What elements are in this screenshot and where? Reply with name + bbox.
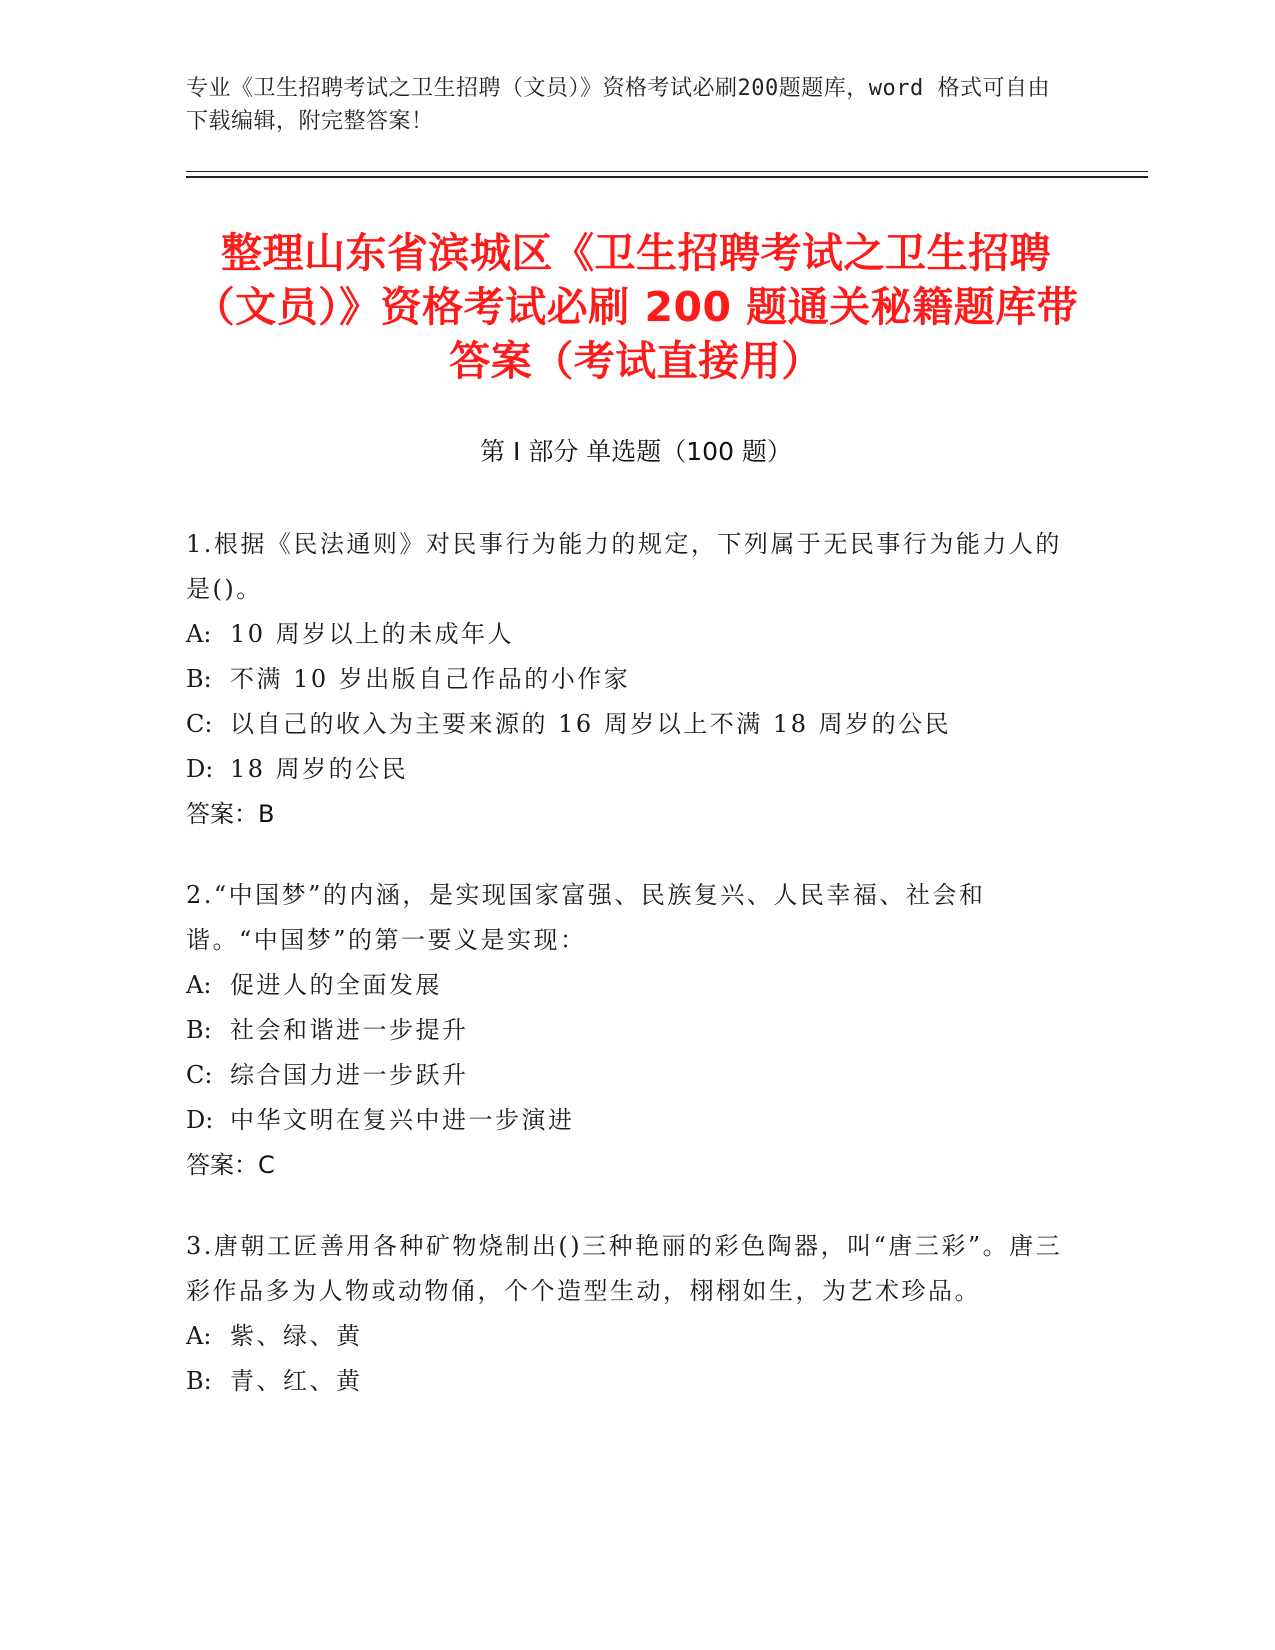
question-option	[186, 612, 1066, 657]
question-option	[186, 1359, 1066, 1404]
option-text: 10 周岁以上的未成年人	[230, 620, 515, 648]
header-note: 专业《卫生招聘考试之卫生招聘（文员）》资格考试必刷200题题库，word 格式可自由下载编辑，附完整答案！	[186, 76, 1050, 134]
question-option	[186, 1008, 1066, 1053]
question-text: 2.“中国梦”的内涵，是实现国家富强、民族复兴、人民幸福、社会和谐。“中国梦”的第一要义是实现：	[186, 881, 986, 954]
question-item	[186, 522, 1066, 837]
option-key: A:	[186, 971, 212, 999]
question-option	[186, 963, 1066, 1008]
answer-value: B	[258, 800, 275, 828]
option-text: 促进人的全面发展	[230, 971, 442, 999]
question-text: 1.根据《民法通则》对民事行为能力的规定，下列属于无民事行为能力人的是()。	[186, 530, 1062, 603]
answer-value: C	[258, 1151, 275, 1179]
question-item	[186, 1224, 1066, 1404]
option-key: D:	[186, 1106, 214, 1134]
header-rule-thin	[186, 171, 1148, 172]
option-key: B:	[186, 1016, 212, 1044]
option-text: 青、红、黄	[230, 1367, 363, 1395]
option-text: 中华文明在复兴中进一步演进	[230, 1106, 575, 1134]
option-text: 综合国力进一步跃升	[230, 1061, 469, 1089]
question-option	[186, 657, 1066, 702]
question-option	[186, 1053, 1066, 1098]
option-text: 紫、绿、黄	[230, 1322, 363, 1350]
option-key: B:	[186, 1367, 212, 1395]
option-key: B:	[186, 665, 212, 693]
option-key: D:	[186, 755, 214, 783]
question-option	[186, 1314, 1066, 1359]
option-key: C:	[186, 710, 213, 738]
answer-label: 答案：	[186, 1151, 258, 1179]
option-key: A:	[186, 620, 212, 648]
answer-label: 答案：	[186, 800, 258, 828]
section-title: 第 I 部分 单选题（100 题）	[480, 437, 792, 466]
option-text: 18 周岁的公民	[230, 755, 409, 783]
header-rule-thick	[186, 176, 1148, 178]
option-text: 以自己的收入为主要来源的 16 周岁以上不满 18 周岁的公民	[230, 710, 952, 738]
question-answer	[186, 792, 1066, 837]
question-list	[186, 522, 1066, 1440]
option-text: 不满 10 岁出版自己作品的小作家	[230, 665, 631, 693]
question-answer	[186, 1143, 1066, 1188]
option-text: 社会和谐进一步提升	[230, 1016, 469, 1044]
option-key: A:	[186, 1322, 212, 1350]
question-option	[186, 1098, 1066, 1143]
question-option	[186, 747, 1066, 792]
question-text: 3.唐朝工匠善用各种矿物烧制出()三种艳丽的彩色陶器，叫“唐三彩”。唐三彩作品多为人物或动物俑，个个造型生动，栩栩如生，为艺术珍品。	[186, 1232, 1063, 1305]
question-item	[186, 873, 1066, 1188]
document-title: 整理山东省滨城区《卫生招聘考试之卫生招聘（文员）》资格考试必刷 200 题通关秘籍题库带答案（考试直接用）	[193, 229, 1079, 385]
option-key: C:	[186, 1061, 213, 1089]
question-option	[186, 702, 1066, 747]
